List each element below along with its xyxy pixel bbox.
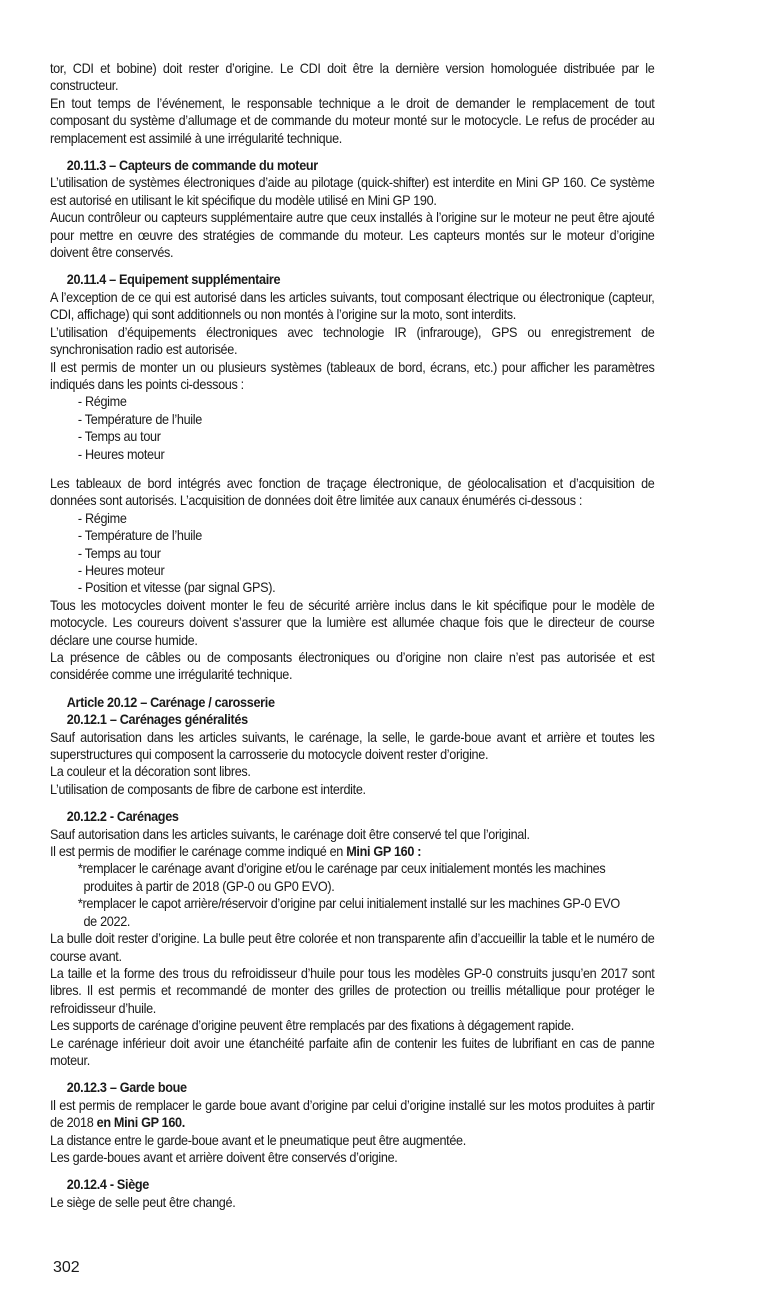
paragraph-mudguard-replace [50, 1097, 655, 1132]
paragraph-ir-gps: L’utilisation d’équipements électroniques avec technologie IR (infrarouge), GPS ou enregistrement de synchronisation radio est autorisée. [50, 324, 655, 358]
paragraph-dashboards: Les tableaux de bord intégrés avec fonction de traçage électronique, de géolocalisation et d’acquisition de données sont autorisés. L’acquisition de données doit être limitée aux canaux énumérés ci-dessous : [50, 475, 655, 509]
heading-20-12-1: 20.12.1 – Carénages généralités [66, 712, 248, 728]
list-item: - Régime [77, 510, 127, 526]
paragraph-color-free: La couleur et la décoration sont libres. [50, 764, 251, 780]
page-number: 302 [53, 1259, 80, 1276]
star-line: *remplacer le carénage avant d’origine et/ou le carénage par ceux initialement montés les machines [77, 861, 606, 877]
star-line-continued: de 2022. [83, 913, 131, 929]
paragraph-mudguard-original: Les garde-boues avant et arrière doivent être conservés d’origine. [50, 1149, 398, 1165]
heading-20-11-4: 20.11.4 – Equipement supplémentaire [66, 272, 281, 288]
paragraph-fairing-supports: Les supports de carénage d’origine peuvent être remplacés par des fixations à dégagement rapide. [50, 1018, 574, 1034]
paragraph-bodywork-original: Sauf autorisation dans les articles suivants, le carénage, la selle, le garde-boue avant et arrière et toutes les superstructures qui composent la carrosserie du motocycle doivent rester d’origine. [50, 729, 655, 763]
paragraph-lower-fairing: Le carénage inférieur doit avoir une étanchéité parfaite afin de contenir les fuites de lubrifiant en cas de panne moteur. [50, 1035, 655, 1068]
fairing-modify-class: Mini GP 160 : [346, 844, 422, 860]
paragraph-bubble: La bulle doit rester d’origine. La bulle peut être colorée et non transparente afin d’accueillir la table et le numéro de course avant. [50, 931, 655, 964]
paragraph-fairing-original: Sauf autorisation dans les articles suivants, le carénage doit être conservé tel que l’original. [50, 826, 530, 842]
heading-article-20-12: Article 20.12 – Carénage / carosserie [66, 694, 275, 710]
paragraph-cdi: tor, CDI et bobine) doit rester d’origine. Le CDI doit être la dernière version homologuée distribuée par le constructeur. [50, 61, 655, 94]
paragraph-safety-light: Tous les motocycles doivent monter le feu de sécurité arrière inclus dans le kit spécifique pour le modèle de motocycle. Les coureurs doivent s’assurer que la lumière est allumée chaque fois que le directeur de course déclare une course humide. [50, 597, 655, 648]
list-item: - Temps au tour [77, 545, 161, 561]
list-item: - Heures moteur [77, 446, 165, 462]
paragraph-carbon-forbidden: L’utilisation de composants de fibre de carbone est interdite. [50, 781, 366, 797]
paragraph-unclear-cables: La présence de câbles ou de composants électroniques ou d’origine non claire n’est pas autorisée et est considérée comme une irrégularité technique. [50, 650, 655, 683]
list-item: - Température de l’huile [77, 411, 202, 427]
paragraph-controllers: Aucun contrôleur ou capteurs supplémentaire autre que ceux installés à l’origine sur le moteur ne peut être ajouté pour mettre en œuvre des stratégies de commande du moteur. Les capteurs montés sur le moteur d’origine doivent être conservés. [50, 210, 655, 261]
list-item: - Position et vitesse (par signal GPS). [77, 580, 276, 596]
paragraph-oil-cooler: La taille et la forme des trous du refroidisseur d’huile pour tous les modèles GP-0 construits jusqu’en 2017 sont libres. Il est permis et recommandé de monter des grilles de protection ou treillis métallique pour protéger le refroidisseur d’huile. [50, 965, 655, 1016]
paragraph-quickshifter: L’utilisation de systèmes électroniques d’aide au pilotage (quick-shifter) est interdite en Mini GP 160. Ce système est autorisé en utilisant le kit spécifique du modèle utilisé en Mini GP 190. [50, 175, 655, 208]
mudguard-replace-class: en Mini GP 160. [96, 1115, 185, 1131]
paragraph-mudguard-distance: La distance entre le garde-boue avant et le pneumatique peut être augmentée. [50, 1132, 466, 1148]
heading-20-11-3: 20.11.3 – Capteurs de commande du moteur [66, 158, 318, 174]
paragraph-fairing-modify [50, 843, 655, 860]
list-item: - Temps au tour [77, 429, 161, 445]
star-line-continued: produites à partir de 2018 (GP-0 ou GP0 EVO). [83, 878, 335, 894]
list-item: - Heures moteur [77, 562, 165, 578]
star-line: *remplacer le capot arrière/réservoir d’origine par celui initialement installé sur les machines GP-0 EVO [77, 896, 620, 912]
paragraph-seat: Le siège de selle peut être changé. [50, 1194, 236, 1210]
fairing-modify-text: Il est permis de modifier le carénage comme indiqué en [50, 844, 347, 860]
list-item-star [50, 895, 655, 930]
list-item-star [50, 860, 655, 895]
list-item: - Température de l’huile [77, 528, 202, 544]
document-page [50, 60, 655, 1211]
paragraph-additional-components: A l’exception de ce qui est autorisé dans les articles suivants, tout composant électrique ou électronique (capteur, CDI, affichage) qui sont additionnels ou non montés à l’origine sur la moto, sont interdits. [50, 289, 655, 323]
paragraph-replacement: En tout temps de l’événement, le responsable technique a le droit de demander le remplacement de tout composant du système d’allumage et de commande du moteur monté sur le motocycle. Le refus de procéder au remplacement est assimilé à une irrégularité technique. [50, 95, 655, 146]
mudguard-replace-text: Il est permis de remplacer le garde boue avant d’origine par celui d’origine installé sur les motos produites à partir de 2018 [50, 1097, 655, 1131]
heading-20-12-2: 20.12.2 - Carénages [66, 809, 179, 825]
paragraph-displays: Il est permis de monter un ou plusieurs systèmes (tableaux de bord, écrans, etc.) pour afficher les paramètres indiqués dans les points ci-dessous : [50, 359, 655, 392]
heading-20-12-3: 20.12.3 – Garde boue [66, 1080, 187, 1096]
list-item: - Régime [77, 394, 127, 410]
heading-20-12-4: 20.12.4 - Siège [66, 1177, 150, 1193]
